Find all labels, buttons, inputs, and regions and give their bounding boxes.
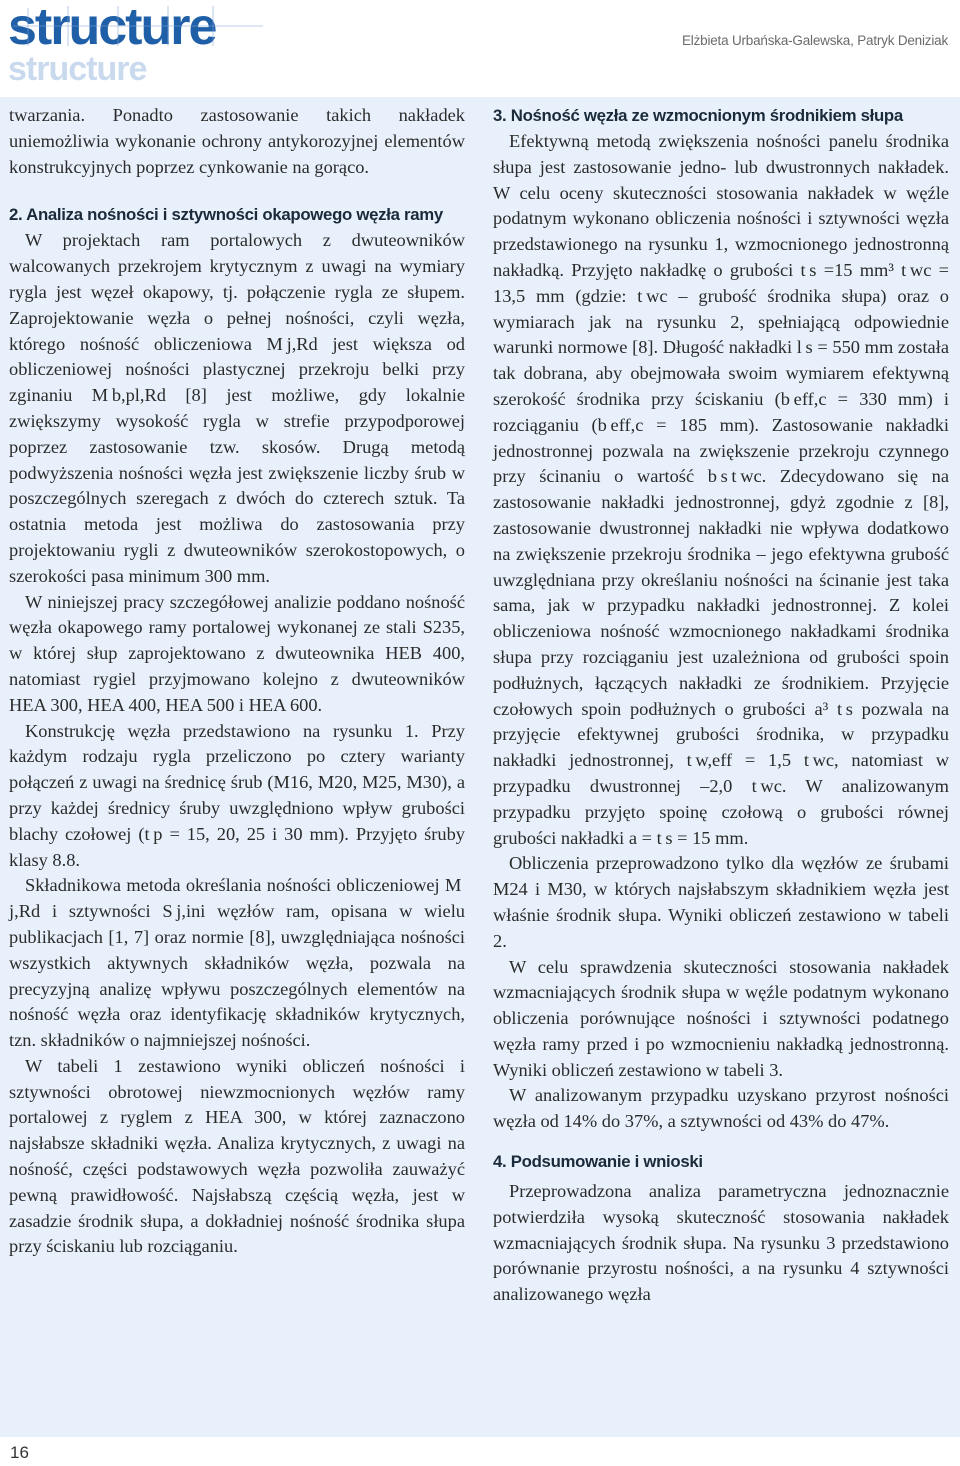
article-body (0, 97, 960, 1437)
page-footer (0, 1437, 960, 1466)
paragraph: Składnikowa metoda określania nośności obliczeniowej M j,Rd i sztywności S j,ini węzłów ram, opisana w wielu publikacjach [1, 7] oraz normie [8], uwzględniająca nośności wszystkich aktywnych składników węzła, pozwala na precyzyjną analizę wpływu poszczególnych elementów na nośność węzła oraz identyfikację składników krytycznych, tzn. składników o najmniejszej nośności. (9, 875, 465, 1051)
paragraph: Obliczenia przeprowadzono tylko dla węzłów ze śrubami M24 i M30, w których najsłabszym składnikiem węzła jest właśnie środnik słupa. Wyniki obliczeń zestawiono w tabeli 2. (493, 853, 949, 951)
paragraph: twarzania. Ponadto zastosowanie takich nakładek uniemożliwia wykonanie ochrony antykorozyjnej elementów konstrukcyjnych poprzez cynkowanie na gorąco. (9, 105, 465, 177)
paragraph: W celu sprawdzenia skuteczności stosowania nakładek wzmacniających środnik słupa w węźle podatnym wykonano obliczenia porównujące nośności i sztywności podatnego węzła ramy przed i po wzmocnieniu nakładką jednostronną. Wyniki obliczeń zestawiono w tabeli 3. (493, 956, 949, 1080)
paragraph: W niniejszej pracy szczegółowej analizie poddano nośność węzła okapowego ramy portalowej wykonanej ze stali S235, w której słup zaprojektowano z dwuteownika HEB 400, natomiast rygiel przyjmowano kolejno z dwuteowników HEA 300, HEA 400, HEA 500 i HEA 600. (9, 591, 465, 715)
section-heading-4: 4. Podsumowanie i wnioski (493, 1152, 703, 1172)
section-heading-2: 2. Analiza nośności i sztywności okapowego węzła ramy (9, 205, 443, 225)
page-number: 16 (10, 1443, 29, 1462)
left-column (9, 97, 465, 1260)
paragraph: Efektywną metodą zwiększenia nośności panelu środnika słupa jest zastosowanie jedno- lub dwustronnych nakładek. W celu oceny skuteczności stosowania nakładek w węźle podatnym wykonano obliczenia nośności i sztywności węzła przedstawionego na rysunku 1, wzmocnionego jednostronną nakładką. Przyjęto nakładkę o grubości t s =15 mm³ t wc = 13,5 mm (gdzie: t wc – grubość środnika słupa) oraz o wymiarach jak na rysunku 2, spełniającą odpowiednie warunki normowe [8]. Długość nakładki l s = 550 mm została tak dobrana, aby obejmowała swoim wymiarem efektywną szerokość środnika przy ściskaniu (b eff,c = 330 mm) i rozciąganiu (b eff,c = 185 mm). Zastosowanie nakładki jednostronnej pozwala na zwiększenie przekroju czynnego przy ścinaniu o wartość b s t wc. Zdecydowano się na zastosowanie nakładki jednostronnej, gdyż zgodnie z [8], zastosowanie dwustronnej nakładki nie wpływa dodatkowo na zwiększenie przekroju środnika – jego efektywna grubość uwzględniana przy określaniu nośności na ścinanie jest taka sama, jak w przypadku nakładki jednostronnej. Z kolei obliczeniowa nośność wzmocnionego nakładkami środnika słupa przy rozciąganiu jest uzależniona od grubości spoin podłużnych, łączących nakładki ze środnikiem. Przyjęcie czołowych spoin podłużnych o grubości a³ t s pozwala na przyjęcie efektywnej grubości środnika, w przypadku nakładki jednostronnej, t w,eff = 1,5 t wc, natomiast w przypadku dwustronnej –2,0 t wc. W analizowanym przypadku przyjęto spoinę czołową o grubości równej grubości nakładki a = t s = 15 mm. (493, 131, 949, 848)
page-header (0, 0, 960, 97)
paragraph: W tabeli 1 zestawiono wyniki obliczeń nośności i sztywności obrotowej niewzmocnionych węzłów ramy portalowej z ryglem z HEA 300, w której zaznaczono najsłabsze składniki węzła. Analiza krytycznych, z uwagi na nośność, części podstawowych węzła pozwoliła zauważyć pewną prawidłowość. Najsłabszą częścią węzła, jest w zasadzie środnik słupa, a dokładniej nośność środnika słupa przy ściskaniu lub rozciąganiu. (9, 1055, 465, 1257)
journal-logo (8, 0, 268, 90)
right-column (493, 97, 949, 1308)
section-heading-3: 3. Nośność węzła ze wzmocnionym środnikiem słupa (493, 106, 903, 125)
paragraph: Przeprowadzona analiza parametryczna jednoznacznie potwierdziła wysoką skuteczność stosowania nakładek wzmacniających środnik słupa. Na rysunku 3 przedstawiono porównanie przyrostu nośności, a na rysunku 4 sztywności analizowanego węzła (493, 1181, 949, 1305)
article-authors: Elżbieta Urbańska-Galewska, Patryk Deniziak (681, 33, 948, 48)
paragraph: Konstrukcję węzła przedstawiono na rysunku 1. Przy każdym rodzaju rygla przeliczono po cztery warianty połączeń z uwagi na średnicę śrub (M16, M20, M25, M30), a przy każdej średnicy śruby uwzględniono wpływ grubości blachy czołowej (t p = 15, 20, 25 i 30 mm). Przyjęto śruby klasy 8.8. (9, 720, 465, 870)
paragraph: W analizowanym przypadku uzyskano przyrost nośności węzła od 14% do 37%, a sztywności od 43% do 47%. (493, 1085, 949, 1132)
logo-shadow-text: structure (8, 50, 147, 88)
paragraph: W projektach ram portalowych z dwuteowników walcowanych przekrojem krytycznym z uwagi na wymiary rygla jest węzeł okapowy, tj. połączenie rygla ze słupem. Zaprojektowanie węzła o pełnej nośności, czyli węzła, którego nośność obliczeniowa M j,Rd jest większa od obliczeniowej nośności plastycznej przekroju belki przy zginaniu M b,pl,Rd [8] jest możliwe, gdy lokalnie zwiększymy wysokość rygla w strefie przypodporowej poprzez zastosowanie tzw. skosów. Drugą metodą podwyższenia nośności węzła jest zwiększenie liczby śrub w poszczególnych szeregach z dwóch do czterech sztuk. Ta ostatnia metoda jest możliwa do zastosowania przy projektowaniu rygli z dwuteowników szerokostopowych, o szerokości pasa minimum 300 mm. (9, 230, 465, 586)
logo-text: structure (8, 0, 216, 56)
